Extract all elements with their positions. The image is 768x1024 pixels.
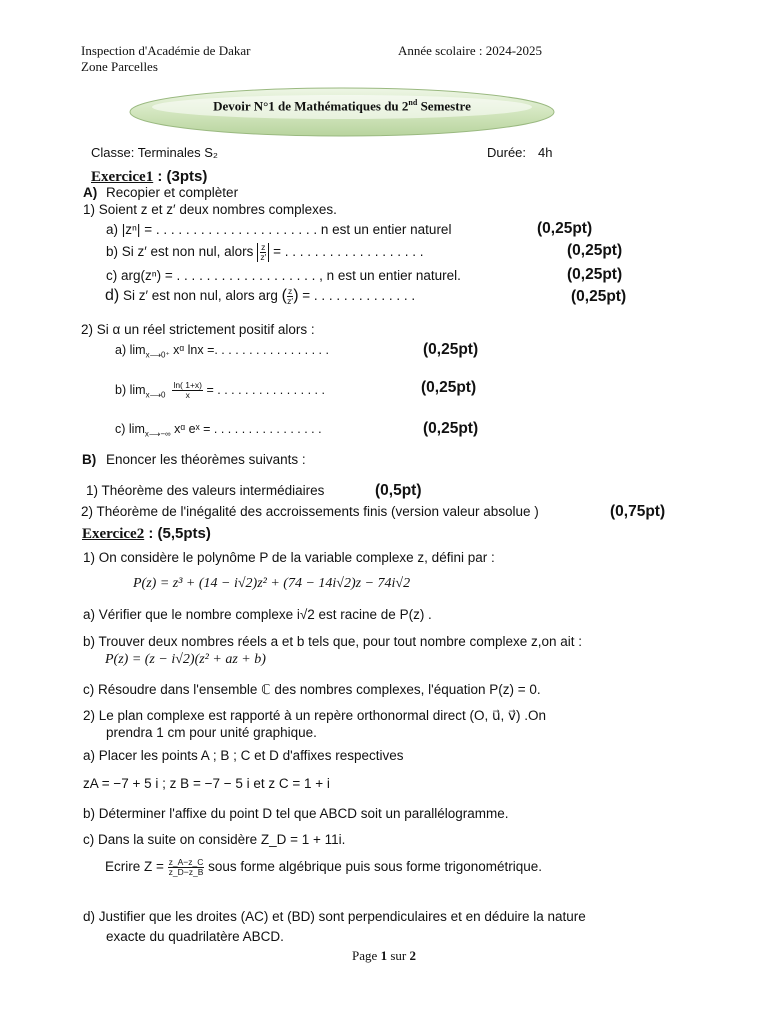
ex2-pa: a) Placer les points A ; B ; C et D d'affixes respectives [83,748,404,763]
duree-label: Durée: [487,145,527,160]
ex2-q1: 1) On considère le polynôme P de la variable complexe z, défini par : [83,550,495,565]
ex2-pb: b) Déterminer l'affixe du point D tel que ABCD soit un parallélogramme. [83,806,509,821]
title-banner [128,86,556,138]
page-footer: Page 1 sur 2 [352,948,416,963]
ex2-pc: c) Dans la suite on considère Z_D = 1 + 11i. [83,832,346,847]
ex2-poly: P(z) = z³ + (14 − i√2)z² + (74 − 14i√2)z − 74i√2 [133,576,411,591]
ex1-lim-a: a) $\lim_{x⟶0^+}$ xᵅ lnx =. . . . . . . . . . . . . . . . . [115,343,329,360]
ex2-pd-line2: exacte du quadrilatère ABCD. [106,929,284,944]
ex1-pts-la: (0,25pt) [423,341,479,358]
ex1-pts-d: (0,25pt) [571,288,627,305]
ex1-B-label: B) [82,452,97,467]
ex1-B-text: Enoncer les théorèmes suivants : [106,452,306,467]
ex2-b2: P(z) = (z − i√2)(z² + az + b) [105,652,266,667]
ex1-t1: 1) Théorème des valeurs intermédiaires [86,483,325,498]
ex1-d: d) Si z′ est non nul, alors arg ( $\frac{z}{z'}$ ) = . . . . . . . . . . . . . . [105,286,416,306]
ex1-pts-t2: (0,75pt) [610,503,666,520]
header-inspection: Inspection d'Académie de Dakar [81,43,251,58]
ex1-b: b) Si z′ est non nul, alors $\frac{z}{z'}$ = . . . . . . . . . . . . . . . . . . . [106,242,424,262]
banner-title: Devoir N°1 de Mathématiques du 2nd Semestre [213,98,471,114]
ex1-A-label: A) [83,185,98,200]
ex1-pts-t1: (0,5pt) [375,482,422,499]
ex1-heading: Exercice1 : (3pts) [91,168,208,185]
ex1-lim-b: b) $\lim_{x⟶0}$ $\frac{\ln( 1+x)}{x}$ = . . . . . . . . . . . . . . . . [115,380,325,400]
ex2-c: c) Résoudre dans l'ensemble ℂ des nombres complexes, l'équation P(z) = 0. [83,682,541,697]
ex2-heading: Exercice2 : (5,5pts) [82,525,211,542]
ex1-c: c) arg(zⁿ) = . . . . . . . . . . . . . . . . . . . , n est un entier naturel. [106,268,461,283]
ex2-q2-line2: prendra 1 cm pour unité graphique. [106,725,317,740]
ex1-pts-c: (0,25pt) [567,266,623,283]
ex1-pts-lb: (0,25pt) [421,379,477,396]
ex1-q2: 2) Si α un réel strictement positif alors : [81,322,315,337]
ex1-A-text: Recopier et complèter [106,185,239,200]
ex2-ecrire: Ecrire Z = $\frac{z\_A-z\_C}{z\_D-z\_B}$ sous forme algébrique puis sous forme trigonométrique. [105,857,543,877]
duree-value: 4h [538,145,553,160]
ex2-b1: b) Trouver deux nombres réels a et b tels que, pour tout nombre complexe z,on ait : [83,634,583,649]
ex1-pts-lc: (0,25pt) [423,420,479,437]
ex2-a: a) Vérifier que le nombre complexe i√2 est racine de P(z) . [83,607,432,622]
header-annee: Année scolaire : 2024-2025 [398,43,543,58]
ex2-pd-line1: d) Justifier que les droites (AC) et (BD) sont perpendiculaires et en déduire la nature [83,909,586,924]
header-zone: Zone Parcelles [81,59,158,74]
ex1-pts-a: (0,25pt) [537,220,593,237]
ex2-affixes: zA = −7 + 5 i ; z B = −7 − 5 i et z C = 1 + i [83,776,330,791]
ex1-pts-b: (0,25pt) [567,242,623,259]
ex1-t2: 2) Théorème de l'inégalité des accroissements finis (version valeur absolue ) [81,504,539,519]
ex1-lim-c: c) $\lim_{x⟶-\infty}$ xᵅ eˣ = . . . . . . . . . . . . . . . . [115,422,322,439]
ex1-q1: 1) Soient z et z′ deux nombres complexes. [83,202,337,217]
ex1-a: a) |zⁿ| = . . . . . . . . . . . . . . . . . . . . . . n est un entier naturel [106,222,452,237]
classe: Classe: Terminales S₂ [91,145,218,160]
ex2-q2-line1: 2) Le plan complexe est rapporté à un repère orthonormal direct (O, u⃗, v⃗) .On [83,708,547,723]
